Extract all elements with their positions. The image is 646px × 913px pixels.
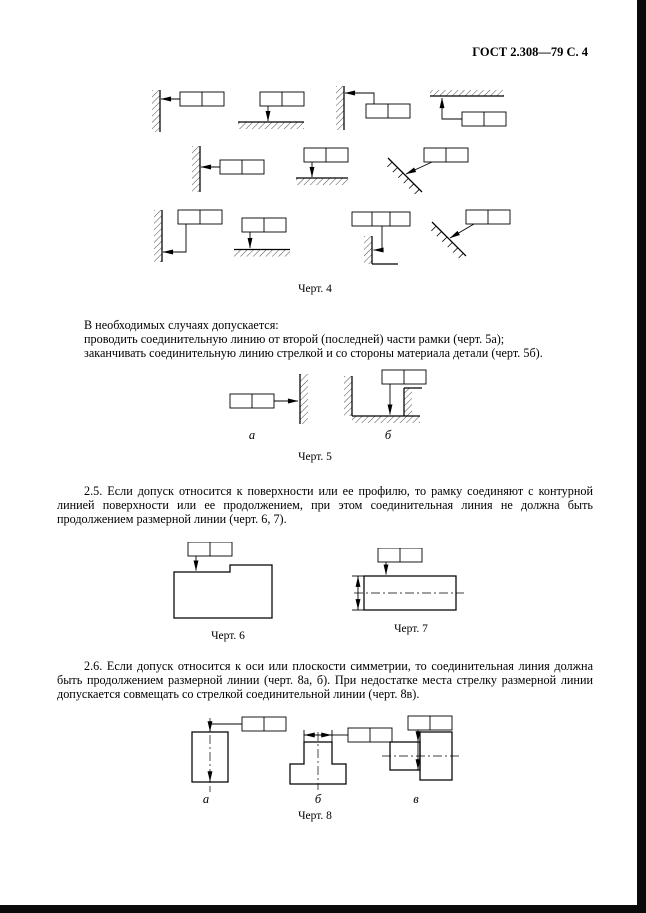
hatch-ticks (387, 162, 419, 194)
leader-arrow (406, 162, 432, 174)
scan-edge-bottom (0, 905, 646, 913)
figure-5-part-a (230, 374, 308, 424)
figure-5-label-a: а (248, 428, 256, 442)
leader-arrow (163, 224, 186, 252)
figure-8-label-v: в (413, 792, 419, 806)
diagram-4 (430, 90, 506, 126)
figure-8-label-b: б (314, 792, 322, 806)
allow-text-block (57, 318, 593, 361)
figure-5 (228, 368, 440, 446)
figure-6-drawing (172, 542, 284, 626)
diagram-10 (352, 212, 410, 264)
paragraph-2-6: 2.6. Если допуск относится к оси или плоскости симметрии, то соединительная линия должна быть продолжением размерной линии (черт. 8а, б). При недостатке места стрелку размерной линии допускается совмещать со стрелкой соединительной линии (черт. 8в). (57, 659, 593, 702)
figure-4 (138, 84, 520, 273)
diagram-11 (431, 210, 510, 258)
leader-arrow (345, 93, 374, 104)
hatched-wall (152, 90, 160, 132)
inclined-surface (432, 222, 466, 256)
hatched-wall-left (344, 376, 352, 416)
hatched-wall (154, 210, 162, 262)
hatched-wall (364, 236, 372, 264)
diagram-7 (387, 148, 468, 194)
figure-8-label-a: а (202, 792, 210, 806)
figure-8 (172, 714, 472, 810)
allow-item-2: заканчивать соединительную линию стрелкой и со стороны материала детали (черт. 5б). (84, 346, 543, 361)
hatched-surface (238, 122, 304, 129)
hatched-surface (234, 250, 290, 257)
diagram-2 (238, 92, 304, 129)
figure-7-drawing (352, 548, 470, 618)
figure-8-part-b (290, 728, 392, 790)
diagram-1 (152, 90, 224, 132)
inclined-surface (388, 158, 422, 192)
hatched-wall-right (404, 388, 412, 416)
hatched-wall (300, 374, 308, 424)
figure-8-drawing (172, 714, 472, 796)
hatch-ticks (431, 226, 463, 258)
caption-fig5: Черт. 5 (298, 451, 332, 463)
allow-intro-text: В необходимых случаях допускается: (84, 318, 279, 332)
leader-arrow (374, 226, 383, 250)
figure-8-part-v (382, 716, 460, 780)
figure-6 (172, 542, 284, 631)
diagram-9 (234, 218, 290, 257)
caption-fig6: Черт. 6 (211, 630, 245, 642)
diagram-5 (192, 146, 264, 192)
diagram-6 (296, 148, 348, 185)
gost-header: ГОСТ 2.308—79 С. 4 (472, 45, 588, 59)
scan-edge-right (637, 0, 646, 913)
leader-arrow (442, 98, 462, 119)
hatched-surface (430, 90, 504, 96)
figure-5-part-b (344, 370, 426, 423)
caption-fig8: Черт. 8 (298, 810, 332, 822)
diagram-3 (336, 86, 410, 130)
hatched-bottom (352, 416, 420, 423)
caption-fig7: Черт. 7 (394, 623, 428, 635)
figure-5-drawing (228, 368, 440, 428)
figure-4-drawing (138, 84, 520, 268)
allow-item-1: проводить соединительную линию от второй (последней) части рамки (черт. 5а); (84, 332, 505, 347)
caption-fig4: Черт. 4 (298, 283, 332, 295)
figure-7 (352, 548, 470, 623)
diagram-8 (154, 210, 222, 262)
tolerance-frame (352, 212, 410, 226)
figure-8-part-a (192, 717, 286, 792)
part-outline (174, 565, 272, 618)
hatched-wall (192, 146, 200, 192)
figure-5-label-b: б (384, 428, 392, 442)
leader-arrow (450, 224, 474, 238)
paragraph-2-5: 2.5. Если допуск относится к поверхности или ее профилю, то рамку соединяют с контурной линией поверхности или ее продолжением, при этом соединительная линия не должна быть продолжением размерной линии (черт. 6, 7). (57, 484, 593, 527)
hatched-wall (336, 86, 344, 130)
hatched-surface (296, 178, 348, 185)
